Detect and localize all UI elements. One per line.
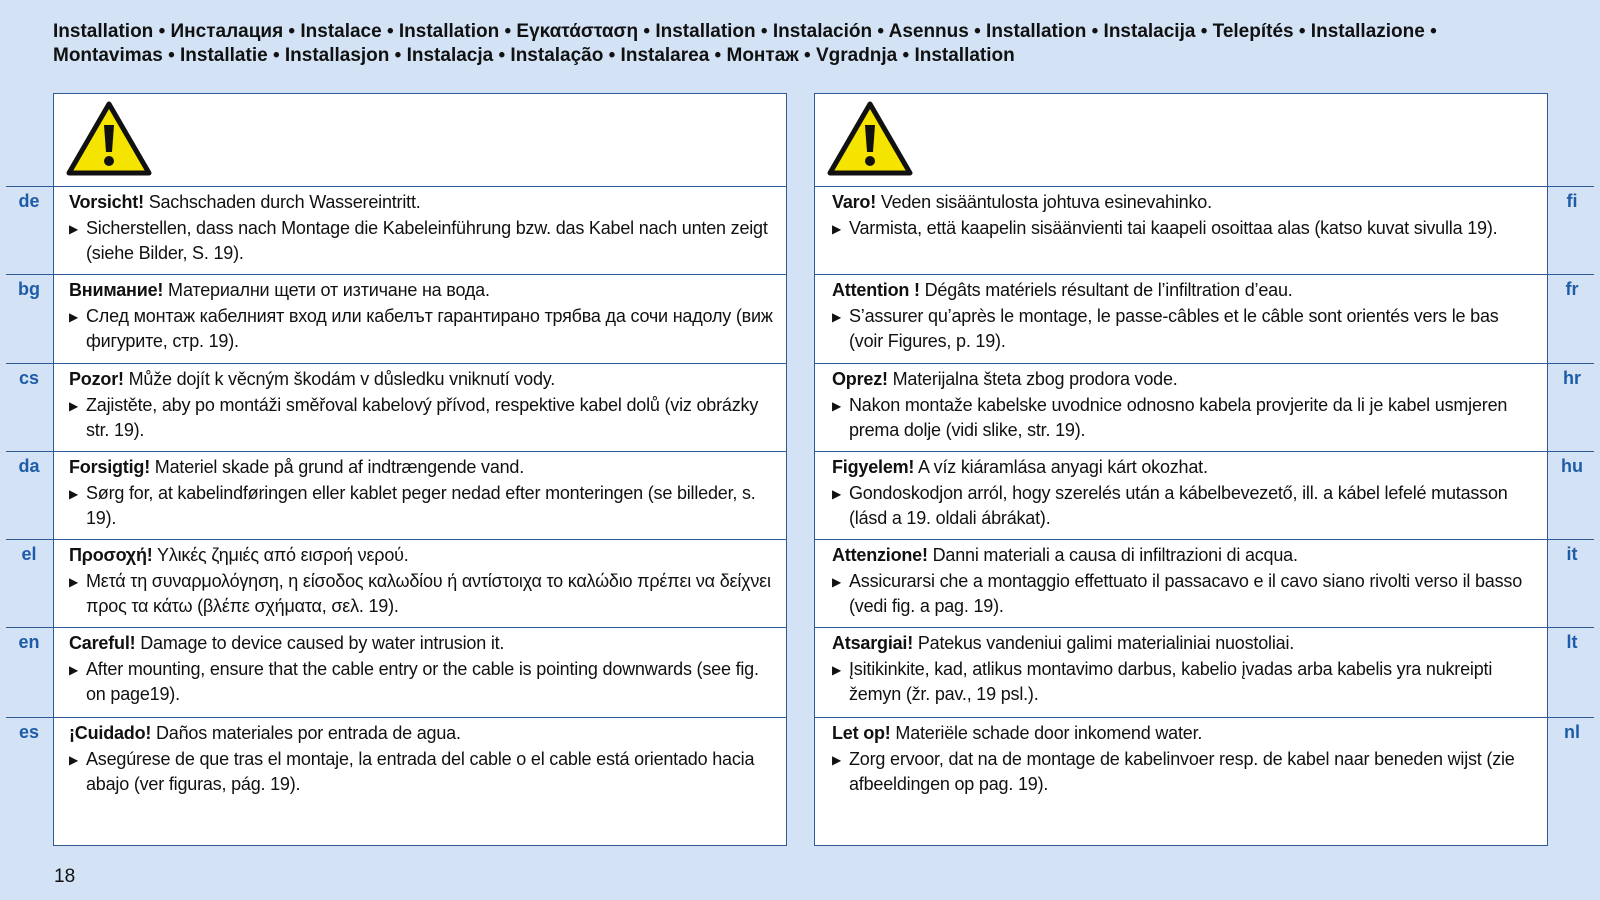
instruction-text: След монтаж кабелният вход или кабелът гарантирано трябва да сочи надолу (виж фигурите, стр. 19). xyxy=(86,305,773,351)
warning-title: Oprez! xyxy=(832,369,888,389)
triangle-right-icon: ▶ xyxy=(832,309,842,324)
triangle-right-icon: ▶ xyxy=(832,398,842,413)
warning-title: Pozor! xyxy=(69,369,124,389)
warning-title: Προσοχή! xyxy=(69,545,153,565)
instruction-text: S’assurer qu’après le montage, le passe-câbles et le câble sont orientés vers le bas (voir Figures, p. 19). xyxy=(849,305,1499,351)
left-panel xyxy=(53,93,787,846)
language-code: lt xyxy=(1566,632,1578,652)
warning-title: ¡Cuidado! xyxy=(69,723,152,743)
language-code: en xyxy=(18,632,40,652)
triangle-right-icon: ▶ xyxy=(832,221,842,236)
warning-triangle-icon xyxy=(827,100,913,178)
warning-subtitle: Patekus vandeniui galimi materialiniai nuostoliai. xyxy=(913,633,1295,653)
warning-subtitle: Υλικές ζημιές από εισροή νερού. xyxy=(152,545,409,565)
triangle-right-icon: ▶ xyxy=(832,574,842,589)
warning-subtitle: Damage to device caused by water intrusion it. xyxy=(135,633,505,653)
instruction-text: Zajistěte, aby po montáži směřoval kabelový přívod, respektive kabel dolů (viz obrázky str. 19). xyxy=(86,394,759,440)
triangle-right-icon: ▶ xyxy=(69,752,79,767)
language-code: da xyxy=(18,456,40,476)
instruction-text: Sicherstellen, dass nach Montage die Kabeleinführung bzw. das Kabel nach unten zeigt (siehe Bilder, S. 19). xyxy=(86,217,768,263)
warning-subtitle: Dégâts matériels résultant de l’infiltration d’eau. xyxy=(919,280,1293,300)
warning-subtitle: Danni materiali a causa di infiltrazioni di acqua. xyxy=(927,545,1298,565)
triangle-right-icon: ▶ xyxy=(69,398,79,413)
instruction-text: Asegúrese de que tras el montaje, la entrada del cable o el cable está orientado hacia abajo (ver figuras, pág. 19). xyxy=(86,748,755,794)
language-code: bg xyxy=(18,279,40,299)
language-code: hr xyxy=(1563,368,1581,388)
language-code: fr xyxy=(1565,279,1579,299)
warning-title: Let op! xyxy=(832,723,891,743)
warning-title: Attenzione! xyxy=(832,545,928,565)
instruction-text: Μετά τη συναρμολόγηση, η είσοδος καλωδίου ή αντίστοιχα το καλώδιο πρέπει να δείχνει προς τα κάτω (βλέπε σχήματα, σελ. 19). xyxy=(86,570,771,616)
language-code: fi xyxy=(1566,191,1578,211)
instruction-text: Gondoskodjon arról, hogy szerelés után a kábelbevezető, ill. a kábel lefelé mutasson (lásd a 19. oldali ábrákat). xyxy=(849,482,1508,528)
instruction-text: Nakon montaže kabelske uvodnice odnosno kabela provjerite da li je kabel usmjeren prema dolje (vidi slike, str. 19). xyxy=(849,394,1508,440)
warning-title: Atsargiai! xyxy=(832,633,914,653)
warning-triangle-icon xyxy=(66,100,152,178)
language-code: hu xyxy=(1561,456,1583,476)
warning-title: Forsigtig! xyxy=(69,457,150,477)
warning-title: Figyelem! xyxy=(832,457,915,477)
triangle-right-icon: ▶ xyxy=(832,486,842,501)
warning-title: Attention ! xyxy=(832,280,920,300)
language-code: el xyxy=(21,544,37,564)
language-code: cs xyxy=(18,368,40,388)
warning-subtitle: Sachschaden durch Wassereintritt. xyxy=(143,192,421,212)
triangle-right-icon: ▶ xyxy=(69,574,79,589)
language-code: de xyxy=(18,191,40,211)
warning-title: Careful! xyxy=(69,633,136,653)
warning-subtitle: Materiel skade på grund af indtrængende vand. xyxy=(150,457,525,477)
triangle-right-icon: ▶ xyxy=(832,662,842,677)
warning-subtitle: Materijalna šteta zbog prodora vode. xyxy=(887,369,1178,389)
warning-title: Внимание! xyxy=(69,280,164,300)
warning-subtitle: Veden sisääntulosta johtuva esinevahinko. xyxy=(876,192,1212,212)
instruction-text: After mounting, ensure that the cable entry or the cable is pointing downwards (see fig. on page19). xyxy=(86,658,759,704)
warning-subtitle: Materiële schade door inkomend water. xyxy=(890,723,1203,743)
warning-title: Varo! xyxy=(832,192,877,212)
triangle-right-icon: ▶ xyxy=(69,486,79,501)
section-header: Installation • Инсталация • Instalace • Installation • Εγκατάσταση • Installation • Instalación • Asennus • Installation • Instalacija • Telepítés • Installazione • Montavimas • Installatie • Installasjon • Instalacja • Instalação • Instalarea • Монтаж • Vgradnja • Installation xyxy=(53,21,1437,66)
warning-subtitle: Může dojít k věcným škodám v důsledku vniknutí vody. xyxy=(123,369,556,389)
instruction-text: Assicurarsi che a montaggio effettuato il passacavo e il cavo siano rivolti verso il basso (vedi fig. a pag. 19). xyxy=(849,570,1523,616)
language-code: it xyxy=(1566,544,1578,564)
instruction-text: Varmista, että kaapelin sisäänvienti tai kaapeli osoittaa alas (katso kuvat sivulla 19). xyxy=(849,217,1498,238)
instruction-text: Įsitikinkite, kad, atlikus montavimo darbus, kabelio įvadas arba kabelis yra nukreipti žemyn (žr. pav., 19 psl.). xyxy=(849,658,1493,704)
page-number: 18 xyxy=(54,866,76,887)
instruction-text: Zorg ervoor, dat na de montage de kabelinvoer resp. de kabel naar beneden wijst (zie afbeeldingen op pag. 19). xyxy=(849,748,1515,794)
triangle-right-icon: ▶ xyxy=(832,752,842,767)
language-code: nl xyxy=(1564,722,1580,742)
language-code: es xyxy=(18,722,40,742)
triangle-right-icon: ▶ xyxy=(69,221,79,236)
warning-subtitle: Daños materiales por entrada de agua. xyxy=(151,723,461,743)
warning-subtitle: A víz kiáramlása anyagi kárt okozhat. xyxy=(914,457,1208,477)
warning-subtitle: Материални щети от изтичане на вода. xyxy=(163,280,490,300)
instruction-text: Sørg for, at kabelindføringen eller kablet peger nedad efter monteringen (se billeder, s. 19). xyxy=(86,482,756,528)
right-panel xyxy=(814,93,1548,846)
warning-title: Vorsicht! xyxy=(69,192,144,212)
triangle-right-icon: ▶ xyxy=(69,309,79,324)
triangle-right-icon: ▶ xyxy=(69,662,79,677)
